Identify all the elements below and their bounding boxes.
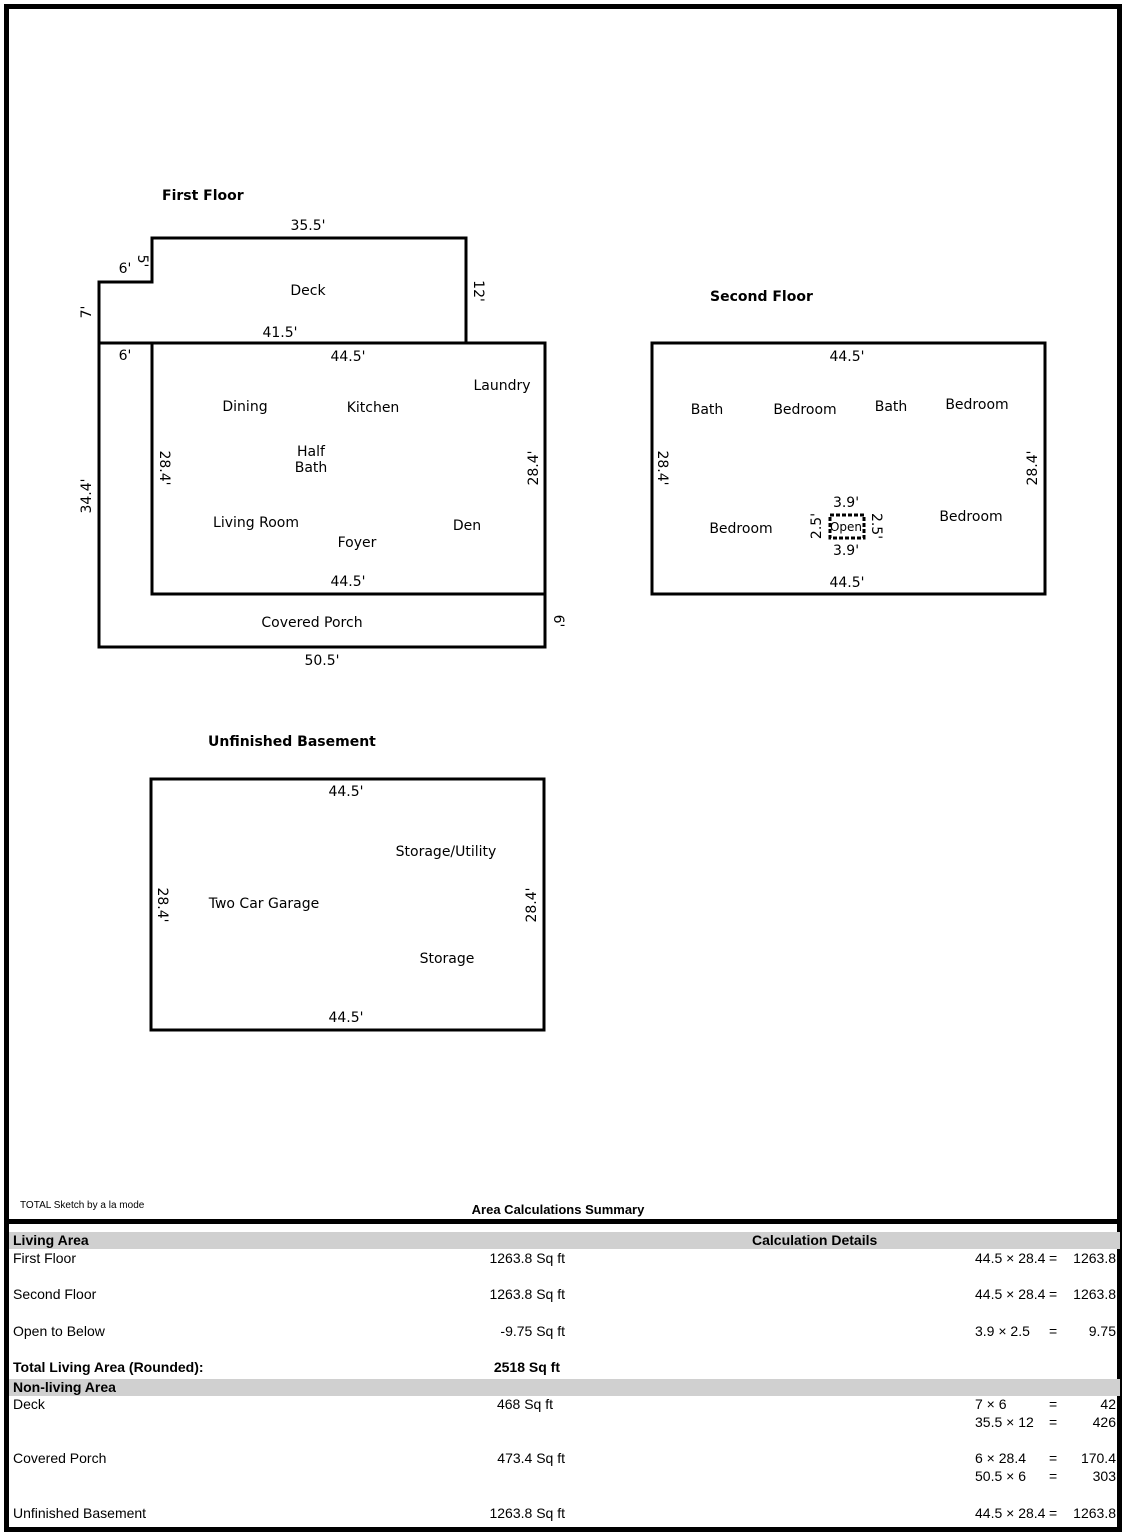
- dim-first-left: 28.4': [156, 450, 172, 486]
- summary-row-area: -9.75 Sq ft: [500, 1323, 565, 1339]
- room-foyer: Foyer: [337, 535, 377, 551]
- calc-result: 1263.8: [1073, 1505, 1116, 1521]
- room-half-bath-line1: Half: [297, 444, 325, 460]
- summary-title: Area Calculations Summary: [471, 1202, 645, 1217]
- calc-result: 303: [1092, 1468, 1116, 1484]
- room-living-room: Living Room: [213, 515, 299, 531]
- room-bath-1: Bath: [690, 402, 724, 418]
- dim-second-right: 28.4': [1025, 450, 1041, 486]
- calc-equals: =: [1049, 1468, 1058, 1484]
- summary-row-name: First Floor: [13, 1250, 76, 1266]
- room-two-car-garage: Two Car Garage: [208, 896, 320, 912]
- calc-equals: =: [1049, 1323, 1058, 1339]
- summary-row-name: Unfinished Basement: [13, 1505, 147, 1521]
- total-living-value: 2518 Sq ft: [493, 1359, 560, 1375]
- dim-deck-right: 12': [470, 280, 486, 302]
- calculation-details-header: Calculation Details: [752, 1232, 878, 1248]
- room-bedroom-4: Bedroom: [939, 509, 1003, 525]
- calc-expression: 35.5 × 12: [975, 1414, 1034, 1430]
- second-floor-title: Second Floor: [710, 289, 813, 305]
- calc-expression: 7 × 6: [975, 1396, 1007, 1412]
- calc-equals: =: [1049, 1286, 1058, 1302]
- calc-expression: 44.5 × 28.4: [975, 1250, 1046, 1266]
- room-storage: Storage: [419, 951, 475, 967]
- basement-title: Unfinished Basement: [208, 734, 376, 750]
- calc-expression: 50.5 × 6: [975, 1468, 1026, 1484]
- calc-equals: =: [1049, 1250, 1058, 1266]
- room-open: Open: [829, 520, 863, 534]
- dim-deck-notch-width: 6': [118, 261, 132, 277]
- calc-equals: =: [1049, 1505, 1058, 1521]
- dim-first-bottom: 44.5': [330, 574, 366, 590]
- calc-result: 426: [1092, 1414, 1116, 1430]
- summary-row-area: 1263.8 Sq ft: [489, 1286, 565, 1302]
- summary-row-area: 1263.8 Sq ft: [489, 1505, 565, 1521]
- dim-second-top: 44.5': [829, 349, 865, 365]
- room-half-bath-line2: Bath: [294, 460, 328, 476]
- summary-row-area: 473.4 Sq ft: [497, 1450, 565, 1466]
- dim-open-top: 3.9': [832, 495, 860, 511]
- calc-result: 170.4: [1080, 1450, 1116, 1466]
- area-calculations-summary: [9, 1219, 1120, 1534]
- dim-porch-width-top: 6': [118, 348, 132, 364]
- dim-basement-top: 44.5': [328, 784, 364, 800]
- summary-row-name: Deck: [13, 1396, 45, 1412]
- room-laundry: Laundry: [473, 378, 531, 394]
- dim-porch-right: 6': [550, 614, 566, 628]
- summary-row-name: Open to Below: [13, 1323, 105, 1339]
- dim-deck-left: 7': [79, 305, 95, 319]
- dim-open-bottom: 3.9': [832, 543, 860, 559]
- room-covered-porch: Covered Porch: [261, 615, 363, 631]
- room-bedroom-1: Bedroom: [773, 402, 837, 418]
- dim-first-top: 44.5': [330, 349, 366, 365]
- room-bedroom-3: Bedroom: [709, 521, 773, 537]
- dim-basement-right: 28.4': [524, 887, 540, 923]
- summary-row-area: 1263.8 Sq ft: [489, 1250, 565, 1266]
- dim-basement-left: 28.4': [154, 887, 170, 923]
- total-living-label: Total Living Area (Rounded):: [13, 1359, 204, 1375]
- dim-deck-bottom: 41.5': [262, 325, 298, 341]
- room-dining: Dining: [222, 399, 268, 415]
- calc-expression: 6 × 28.4: [975, 1450, 1026, 1466]
- dim-deck-top: 35.5': [290, 218, 326, 234]
- calc-result: 1263.8: [1073, 1250, 1116, 1266]
- dim-open-right: 2.5': [868, 512, 884, 540]
- dim-second-left: 28.4': [654, 450, 670, 486]
- first-floor-title: First Floor: [162, 188, 244, 204]
- summary-row-area: 468 Sq ft: [496, 1396, 553, 1412]
- dim-second-bottom: 44.5': [829, 575, 865, 591]
- room-storage-utility: Storage/Utility: [395, 844, 497, 860]
- living-area-header-label: Living Area: [13, 1232, 89, 1248]
- dim-porch-left: 34.4': [79, 478, 95, 514]
- dim-first-right: 28.4': [526, 450, 542, 486]
- dim-porch-bottom: 50.5': [304, 653, 340, 669]
- room-deck: Deck: [290, 283, 326, 299]
- dim-open-left: 2.5': [809, 512, 825, 540]
- calc-expression: 44.5 × 28.4: [975, 1286, 1046, 1302]
- calc-result: 1263.8: [1073, 1286, 1116, 1302]
- dim-deck-notch-height: 5': [134, 254, 150, 268]
- non-living-area-header-label: Non-living Area: [13, 1379, 116, 1395]
- calc-result: 9.75: [1088, 1323, 1116, 1339]
- dim-basement-bottom: 44.5': [328, 1010, 364, 1026]
- summary-row-name: Covered Porch: [13, 1450, 107, 1466]
- room-den: Den: [452, 518, 482, 534]
- calc-equals: =: [1049, 1414, 1058, 1430]
- calc-expression: 3.9 × 2.5: [975, 1323, 1030, 1339]
- calc-expression: 44.5 × 28.4: [975, 1505, 1046, 1521]
- room-bath-2: Bath: [874, 399, 908, 415]
- calc-equals: =: [1049, 1450, 1058, 1466]
- room-kitchen: Kitchen: [346, 400, 400, 416]
- living-area-header: [9, 1232, 1120, 1249]
- non-living-area-header: [9, 1379, 1120, 1396]
- summary-row-name: Second Floor: [13, 1286, 97, 1302]
- room-bedroom-2: Bedroom: [945, 397, 1009, 413]
- calc-equals: =: [1049, 1396, 1058, 1412]
- software-credit: TOTAL Sketch by a la mode: [20, 1200, 145, 1211]
- calc-result: 42: [1100, 1396, 1116, 1412]
